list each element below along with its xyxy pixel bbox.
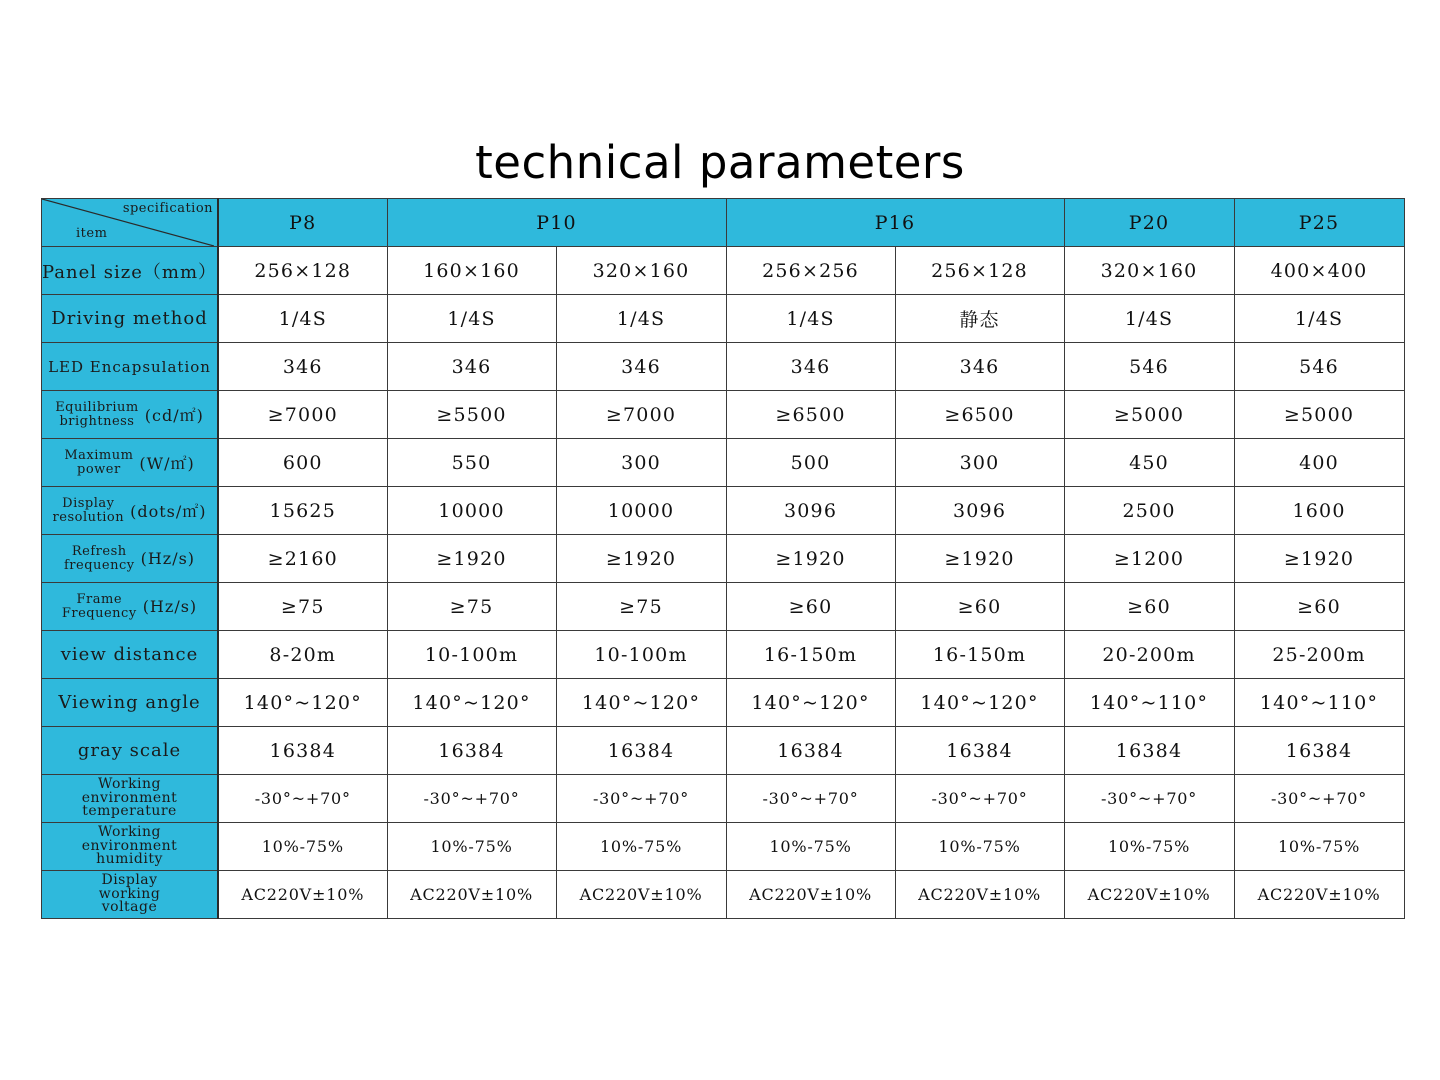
row-label-line: temperature	[82, 803, 177, 820]
row-label	[42, 391, 219, 439]
table-cell: -30°~+70°	[726, 775, 895, 823]
table-cell: 16384	[895, 727, 1064, 775]
row-label-line: environment	[81, 837, 178, 854]
table-cell: 140°~110°	[1234, 679, 1404, 727]
table-cell: ≥75	[218, 583, 387, 631]
model-header: P8	[218, 199, 387, 247]
table-cell: 1/4S	[726, 295, 895, 343]
table-cell: 1600	[1234, 487, 1404, 535]
row-label-line: Display	[101, 872, 158, 889]
row-unit: (Hz/s)	[140, 549, 196, 568]
table-cell: 256×256	[726, 247, 895, 295]
table-cell: 140°~120°	[387, 679, 556, 727]
table-cell: ≥7000	[556, 391, 726, 439]
row-label-line: working	[98, 885, 161, 902]
table-cell: 15625	[218, 487, 387, 535]
row-label	[42, 439, 219, 487]
table-cell: 10%-75%	[556, 823, 726, 871]
table-cell: 16-150m	[895, 631, 1064, 679]
table-cell: AC220V±10%	[1234, 871, 1404, 919]
spec-table	[41, 198, 1405, 919]
table-row	[42, 775, 1405, 823]
row-unit: (cd/㎡)	[144, 406, 204, 425]
row-label-line: Display	[62, 495, 115, 511]
table-cell: 160×160	[387, 247, 556, 295]
table-cell: AC220V±10%	[726, 871, 895, 919]
row-label-line: Equilibrium	[55, 399, 139, 415]
table-cell: -30°~+70°	[387, 775, 556, 823]
table-cell: 500	[726, 439, 895, 487]
table-cell: 2500	[1064, 487, 1234, 535]
table-cell: 10%-75%	[1234, 823, 1404, 871]
table-cell: 140°~120°	[218, 679, 387, 727]
row-label	[42, 535, 219, 583]
table-cell: 10000	[556, 487, 726, 535]
table-cell: 400×400	[1234, 247, 1404, 295]
table-cell: 346	[218, 343, 387, 391]
row-label: gray scale	[42, 727, 219, 775]
table-cell: 300	[895, 439, 1064, 487]
model-header: P25	[1234, 199, 1404, 247]
table-cell: 静态	[895, 295, 1064, 343]
table-cell: AC220V±10%	[895, 871, 1064, 919]
row-unit: (dots/㎡)	[130, 502, 207, 521]
table-cell: 400	[1234, 439, 1404, 487]
table-cell: 16384	[726, 727, 895, 775]
row-label-line: environment	[81, 789, 178, 806]
table-cell: AC220V±10%	[1064, 871, 1234, 919]
row-label-line: brightness	[59, 413, 135, 429]
table-cell: 550	[387, 439, 556, 487]
table-cell: 1/4S	[1064, 295, 1234, 343]
table-cell: 256×128	[895, 247, 1064, 295]
row-label: Panel size（mm）	[42, 247, 219, 295]
row-label	[42, 487, 219, 535]
row-label-line: frequency	[63, 557, 135, 573]
table-cell: 16384	[218, 727, 387, 775]
table-row	[42, 535, 1405, 583]
row-label-line: Frame	[76, 591, 123, 607]
table-cell: 20-200m	[1064, 631, 1234, 679]
table-cell: 346	[895, 343, 1064, 391]
table-cell: 140°~120°	[726, 679, 895, 727]
table-cell: 546	[1234, 343, 1404, 391]
row-label-line: resolution	[52, 509, 125, 525]
table-row	[42, 631, 1405, 679]
table-cell: 10%-75%	[726, 823, 895, 871]
table-cell: 16384	[1234, 727, 1404, 775]
row-label: Driving method	[42, 295, 219, 343]
table-cell: 16384	[556, 727, 726, 775]
table-row	[42, 247, 1405, 295]
table-cell: 10000	[387, 487, 556, 535]
row-label	[42, 871, 219, 919]
row-label-line: voltage	[101, 899, 158, 916]
table-cell: ≥1920	[387, 535, 556, 583]
row-label-line: Maximum	[64, 447, 134, 463]
row-label	[42, 775, 219, 823]
table-row	[42, 583, 1405, 631]
row-unit: (Hz/s)	[142, 597, 198, 616]
table-cell: -30°~+70°	[1064, 775, 1234, 823]
table-cell: ≥75	[556, 583, 726, 631]
row-label: view distance	[42, 631, 219, 679]
table-cell: 10-100m	[556, 631, 726, 679]
table-cell: 3096	[895, 487, 1064, 535]
table-row	[42, 679, 1405, 727]
table-cell: 320×160	[556, 247, 726, 295]
table-cell: ≥5000	[1064, 391, 1234, 439]
table-cell: 10%-75%	[218, 823, 387, 871]
model-header: P16	[726, 199, 1064, 247]
table-cell: 600	[218, 439, 387, 487]
table-cell: 16-150m	[726, 631, 895, 679]
table-cell: 3096	[726, 487, 895, 535]
row-label-line: Refresh	[71, 543, 127, 559]
table-row	[42, 871, 1405, 919]
table-cell: ≥5000	[1234, 391, 1404, 439]
table-cell: ≥60	[1064, 583, 1234, 631]
corner-item-label: item	[76, 226, 108, 241]
row-label-line: Frequency	[61, 605, 137, 621]
table-cell: ≥6500	[895, 391, 1064, 439]
table-cell: ≥60	[1234, 583, 1404, 631]
table-cell: -30°~+70°	[556, 775, 726, 823]
table-cell: ≥75	[387, 583, 556, 631]
table-row	[42, 391, 1405, 439]
table-cell: 16384	[387, 727, 556, 775]
table-cell: 140°~120°	[895, 679, 1064, 727]
table-cell: 256×128	[218, 247, 387, 295]
corner-cell	[42, 199, 219, 247]
table-cell: 140°~120°	[556, 679, 726, 727]
row-label: LED Encapsulation	[42, 343, 219, 391]
table-cell: 1/4S	[387, 295, 556, 343]
table-cell: 1/4S	[556, 295, 726, 343]
header-row	[42, 199, 1405, 247]
row-label	[42, 583, 219, 631]
table-row	[42, 727, 1405, 775]
model-header: P10	[387, 199, 726, 247]
table-cell: 8-20m	[218, 631, 387, 679]
table-cell: 10%-75%	[895, 823, 1064, 871]
table-cell: -30°~+70°	[1234, 775, 1404, 823]
table-cell: 1/4S	[1234, 295, 1404, 343]
table-cell: ≥60	[895, 583, 1064, 631]
table-cell: 320×160	[1064, 247, 1234, 295]
table-row	[42, 343, 1405, 391]
table-cell: ≥1920	[556, 535, 726, 583]
table-cell: ≥1920	[895, 535, 1064, 583]
table-cell: ≥60	[726, 583, 895, 631]
table-cell: 140°~110°	[1064, 679, 1234, 727]
table-cell: ≥2160	[218, 535, 387, 583]
table-cell: 10%-75%	[1064, 823, 1234, 871]
table-cell: -30°~+70°	[218, 775, 387, 823]
table-cell: AC220V±10%	[556, 871, 726, 919]
table-cell: ≥5500	[387, 391, 556, 439]
row-label-line: humidity	[96, 851, 163, 868]
table-cell: 346	[387, 343, 556, 391]
row-label	[42, 823, 219, 871]
table-cell: 25-200m	[1234, 631, 1404, 679]
page-title: technical parameters	[475, 136, 965, 189]
table-cell: 1/4S	[218, 295, 387, 343]
table-cell: ≥1920	[1234, 535, 1404, 583]
table-cell: ≥7000	[218, 391, 387, 439]
table-cell: 10%-75%	[387, 823, 556, 871]
table-cell: -30°~+70°	[895, 775, 1064, 823]
row-label-line: power	[77, 461, 121, 477]
table-row	[42, 823, 1405, 871]
corner-spec-label: specification	[122, 201, 214, 216]
row-label: Viewing angle	[42, 679, 219, 727]
table-row	[42, 295, 1405, 343]
table-cell: 10-100m	[387, 631, 556, 679]
table-cell: 546	[1064, 343, 1234, 391]
table-cell: ≥1200	[1064, 535, 1234, 583]
table-cell: 16384	[1064, 727, 1234, 775]
row-label-line: Working	[98, 824, 162, 841]
row-unit: (W/㎡)	[139, 454, 195, 473]
table-cell: AC220V±10%	[387, 871, 556, 919]
model-header: P20	[1064, 199, 1234, 247]
table-cell: 450	[1064, 439, 1234, 487]
table-row	[42, 439, 1405, 487]
table-row	[42, 487, 1405, 535]
table-cell: AC220V±10%	[218, 871, 387, 919]
table-cell: ≥6500	[726, 391, 895, 439]
table-cell: 346	[726, 343, 895, 391]
table-cell: 346	[556, 343, 726, 391]
table-cell: ≥1920	[726, 535, 895, 583]
row-label-line: Working	[98, 776, 162, 793]
table-cell: 300	[556, 439, 726, 487]
